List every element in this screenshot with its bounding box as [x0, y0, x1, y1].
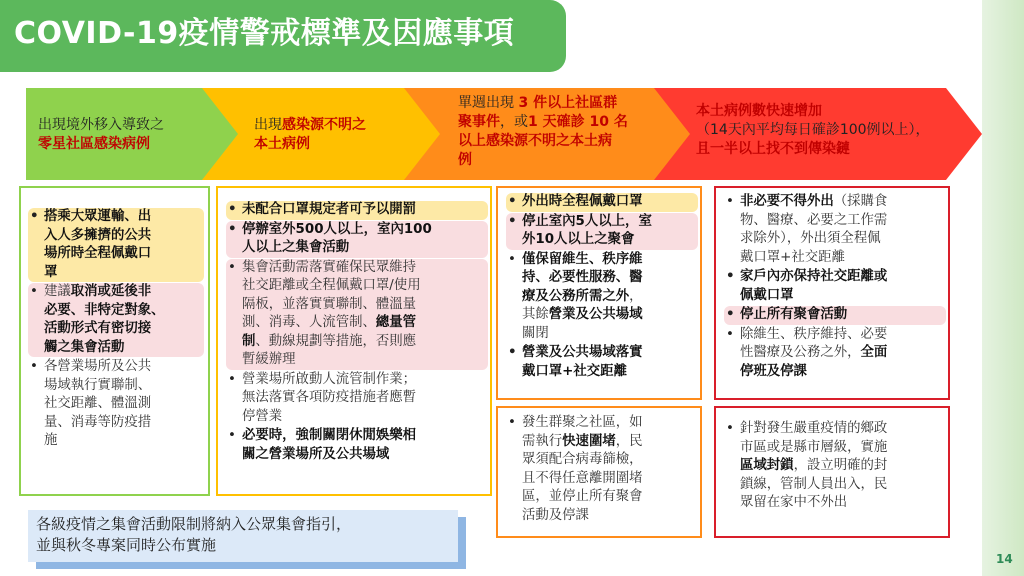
level-4-criteria: 本土病例數快速增加 （14天內平均每日確診100例以上）， 且一半以上找不到傳染鏈: [696, 103, 930, 157]
page-number: 14: [996, 552, 1013, 566]
note-box: 各級疫情之集會活動限制將納入公眾集會指引， 並與秋冬專案同時公布實施: [28, 510, 458, 562]
list-item: • 停辦室外500人以上，室內100 人以上之集會活動: [226, 221, 488, 258]
list-item: • 停止所有聚會活動: [724, 306, 946, 325]
list-item: • 必要時，強制關閉休閒娛樂相 關之營業場所及公共場域: [226, 427, 488, 464]
list-item: • 家戶內亦保持社交距離或 佩戴口罩: [724, 268, 946, 305]
list-item: • 僅保留維生、秩序維 持、必要性服務、醫 療及公務所需之外， 其餘營業及公共場域 關閉: [506, 251, 698, 344]
list-item: • 非必要不得外出（採購食 物、醫療、必要之工作需 求除外），外出須全程佩 戴口罩+社交距離: [724, 193, 946, 267]
level-4-lockdown-measures: [724, 420, 946, 514]
list-item: • 發生群聚之社區，如 需執行快速圍堵，民 眾須配合病毒篩檢， 且不得任意離開圍堵 區，並停止所有聚會 活動及停課: [506, 414, 698, 525]
level-2-criteria: 出現感染源不明之 本土病例: [254, 117, 366, 152]
list-item: • 外出時全程佩戴口罩: [506, 193, 698, 212]
level-3-criteria: 單週出現 3 件以上社區群 聚事件，或1 天確診 10 名 以上感染源不明之本土病 例: [458, 95, 628, 168]
level-3-measures: [506, 193, 698, 382]
list-item: • 建議取消或延後非 必要、非特定對象、 活動形式有密切接 觸之集會活動: [28, 283, 204, 357]
list-item: • 停止室內5人以上，室 外10人以上之聚會: [506, 213, 698, 250]
list-item: • 營業場所啟動人流管制作業； 無法落實各項防疫措施者應暫 停營業: [226, 371, 488, 427]
list-item: • 集會活動需落實確保民眾維持 社交距離或全程佩戴口罩/使用 隔板，並落實實聯制、體溫量 測、消毒、人流管制、總量管 制、動線規劃等措施，否則應 暫緩辦理: [226, 259, 488, 370]
list-item: • 未配合口罩規定者可予以開罰: [226, 201, 488, 220]
list-item: • 針對發生嚴重疫情的鄉政 市區或是縣市層級，實施 區域封鎖，設立明確的封 鎖線，管制人員出入，民 眾留在家中不外出: [724, 420, 946, 513]
decorative-side-stripe: [982, 0, 1024, 576]
list-item: • 營業及公共場域落實 戴口罩+社交距離: [506, 344, 698, 381]
level-4-measures: [724, 193, 946, 382]
list-item: • 除維生、秩序維持、必要 性醫療及公務之外，全面 停班及停課: [724, 326, 946, 382]
level-1-measures: [28, 208, 204, 452]
list-item: • 各營業場所及公共 場域執行實聯制、 社交距離、體溫測 量、消毒等防疫措 施: [28, 358, 204, 451]
page-title: COVID-19疫情警戒標準及因應事項: [14, 16, 515, 51]
level-3-lockdown-measures: [506, 414, 698, 526]
level-1-criteria: 出現境外移入導致之 零星社區感染病例: [38, 117, 164, 152]
list-item: • 搭乘大眾運輸、出 入人多擁擠的公共 場所時全程佩戴口 罩: [28, 208, 204, 282]
title-banner: [0, 0, 566, 72]
level-2-measures: [226, 201, 488, 465]
